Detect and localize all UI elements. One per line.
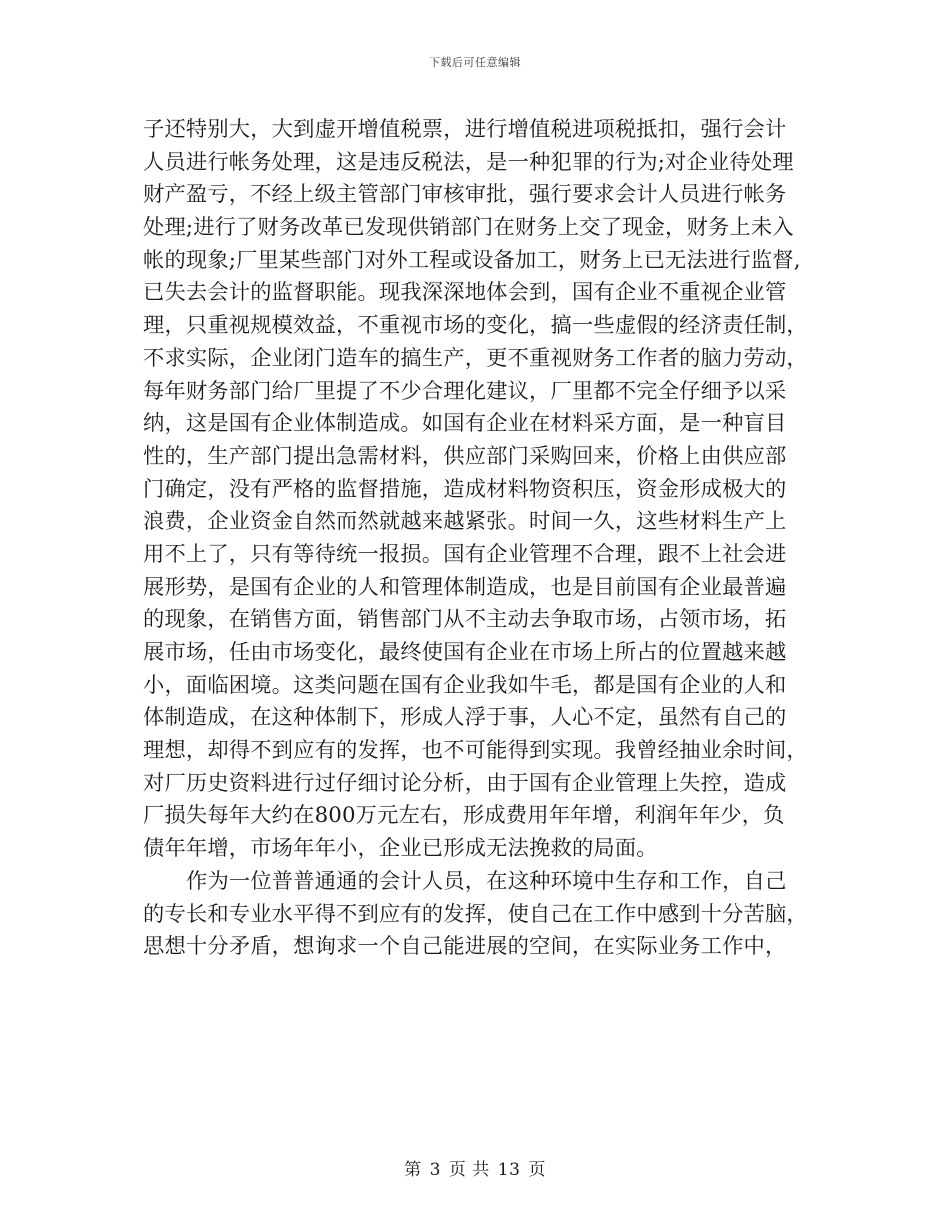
text-line: 处理;进行了财务改革已发现供销部门在财务上交了现金，财务上未入: [143, 215, 794, 241]
text-line: 已失去会计的监督职能。现我深深地体会到，国有企业不重视企业管: [143, 280, 787, 306]
text-line: 的现象，在销售方面，销售部门从不主动去争取市场，占领市场，拓: [143, 607, 787, 633]
header-note: 下载后可任意编辑: [429, 56, 521, 69]
page-footer: [0, 1155, 950, 1180]
footer-middle: 页 共: [448, 1160, 490, 1180]
text-line: 人员进行帐务处理，这是违反税法，是一种犯罪的行为;对企业待处理: [143, 149, 794, 175]
text-line: 纳，这是国有企业体制造成。如国有企业在材料采方面，是一种盲目: [143, 411, 787, 437]
body-text: [143, 114, 809, 964]
text-line: 的专长和专业水平得不到应有的发挥，使自己在工作中感到十分苦脑，: [143, 901, 808, 927]
text-line: 门确定，没有严格的监督措施，造成材料物资积压，资金形成极大的: [143, 476, 787, 502]
text-line: 财产盈亏，不经上级主管部门审核审批，强行要求会计人员进行帐务: [143, 182, 787, 208]
text-line: 债年年增，市场年年小，企业已形成无法挽救的局面。: [143, 836, 658, 862]
text-line: 用不上了，只有等待统一报损。国有企业管理不合理，跟不上社会进: [143, 541, 787, 567]
total-page-count: 13: [497, 1160, 521, 1180]
text-line: 小，面临困境。这类问题在国有企业我如牛毛，都是国有企业的人和: [143, 672, 787, 698]
text-line: 展形势，是国有企业的人和管理体制造成，也是目前国有企业最普遍: [143, 574, 787, 600]
current-page-number: 3: [429, 1160, 441, 1180]
text-line: 厂损失每年大约在800万元左右，形成费用年年增，利润年年少，负: [143, 803, 785, 829]
footer-suffix: 页: [528, 1160, 546, 1180]
paragraph-1: [143, 114, 809, 866]
text-line: 性的，生产部门提出急需材料，供应部门采购回来，价格上由供应部: [143, 443, 787, 469]
text-line: 对厂历史资料进行过仔细讨论分析，由于国有企业管理上失控，造成: [143, 770, 787, 796]
text-line: 理想，却得不到应有的发挥，也不可能得到实现。我曾经抽业余时间，: [143, 738, 808, 764]
text-line: 作为一位普普通通的会计人员，在这种环境中生存和工作，自己: [186, 868, 787, 894]
text-line: 理，只重视规模效益，不重视市场的变化，搞一些虚假的经济责任制，: [143, 313, 808, 339]
text-line: 展市场，任由市场变化，最终使国有企业在市场上所占的位置越来越: [143, 640, 787, 665]
text-line: 浪费，企业资金自然而然就越来越紧张。时间一久，这些材料生产上: [143, 509, 787, 535]
text-line: 思想十分矛盾，想询求一个自己能进展的空间，在实际业务工作中，: [143, 934, 787, 960]
text-line: 体制造成，在这种体制下，形成人浮于事，人心不定，虽然有自己的: [143, 705, 787, 731]
text-line: 不求实际，企业闭门造车的搞生产，更不重视财务工作者的脑力劳动，: [143, 345, 808, 371]
text-line: 每年财务部门给厂里提了不少合理化建议，厂里都不完全仔细予以采: [143, 378, 787, 404]
text-line: 帐的现象;厂里某些部门对外工程或设备加工，财务上已无法进行监督,: [143, 247, 801, 273]
text-line: 子还特别大，大到虚开增值税票，进行增值税进项税抵扣，强行会计: [143, 117, 787, 142]
footer-prefix: 第: [404, 1160, 422, 1180]
paragraph-2: [143, 866, 809, 964]
